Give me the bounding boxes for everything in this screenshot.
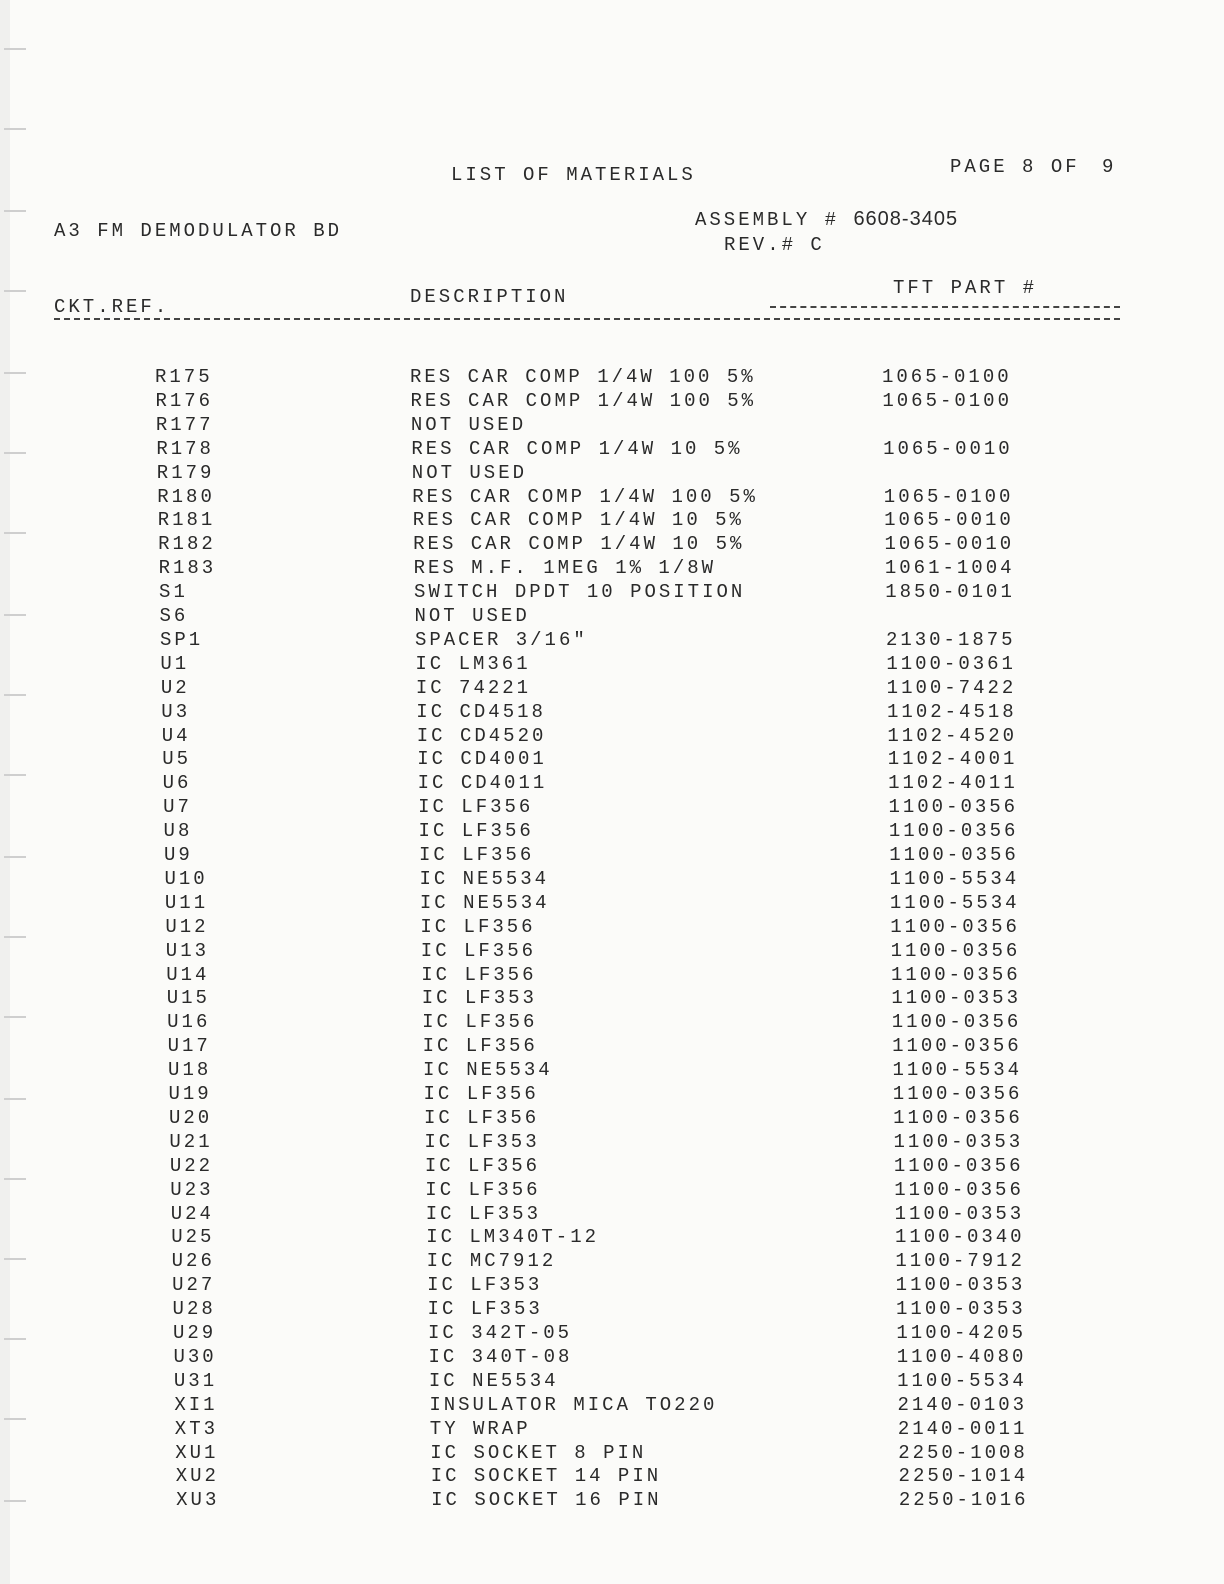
part-number-cell: 1100-0356 [894, 1178, 1024, 1201]
description-cell: IC CD4001 [417, 748, 547, 771]
ckt-ref-cell: U16 [167, 1011, 211, 1034]
table-row [0, 509, 1224, 533]
ckt-ref-cell: U24 [170, 1202, 214, 1225]
ckt-ref-cell: U27 [172, 1274, 216, 1297]
description-cell: IC 74221 [415, 676, 532, 699]
part-number-cell: 1100-0356 [890, 939, 1021, 962]
description-cell: IC 342T-05 [428, 1322, 573, 1344]
ckt-ref-cell: R181 [157, 509, 216, 532]
description-cell: IC MC7912 [426, 1250, 557, 1273]
ckt-ref-cell: R180 [157, 485, 215, 508]
description-cell: RES CAR COMP 1/4W 10 5% [411, 437, 743, 460]
part-number-cell: 1100-0356 [891, 1011, 1022, 1034]
description-cell: IC CD4518 [416, 700, 546, 723]
table-row [0, 1489, 1224, 1513]
description-cell: SPACER 3/16" [414, 628, 588, 651]
table-row [0, 653, 1224, 677]
part-number-cell: 2250-1014 [898, 1465, 1029, 1488]
description-cell: NOT USED [411, 461, 528, 484]
page-label: PAGE 8 OF [950, 156, 1080, 178]
table-row [0, 1298, 1224, 1322]
ckt-ref-cell: R182 [158, 533, 216, 556]
table-row [0, 605, 1224, 629]
page-total: 9 [1102, 156, 1117, 178]
description-cell: SWITCH DPDT 10 POSITION [414, 581, 746, 604]
part-number-cell: 2250-1008 [898, 1441, 1028, 1464]
table-row [0, 1418, 1224, 1442]
description-cell: NOT USED [414, 605, 530, 627]
description-cell: IC CD4011 [417, 772, 548, 795]
part-number-cell: 1100-4205 [896, 1322, 1027, 1344]
description-cell: RES CAR COMP 1/4W 10 5% [412, 509, 744, 532]
description-cell: IC LF353 [421, 987, 537, 1010]
part-number-cell: 1102-4001 [887, 748, 1018, 771]
ckt-ref-cell: S1 [159, 581, 188, 604]
description-cell: IC LF356 [421, 963, 537, 986]
description-cell: IC LF356 [418, 796, 534, 819]
ckt-ref-cell: XU2 [175, 1465, 219, 1488]
description-cell: IC LF353 [425, 1202, 541, 1225]
description-cell: IC NE5534 [419, 891, 550, 914]
ckt-ref-cell: U15 [166, 987, 210, 1010]
part-number-cell: 1100-0353 [896, 1298, 1026, 1321]
table-row [0, 1131, 1224, 1155]
ckt-ref-cell: U30 [173, 1345, 217, 1368]
part-number-cell: 1100-0356 [892, 1083, 1023, 1105]
table-row [0, 629, 1224, 653]
ckt-ref-cell: S6 [159, 605, 189, 627]
table-row [0, 1442, 1224, 1466]
table-row [0, 940, 1224, 964]
description-cell: RES CAR COMP 1/4W 100 5% [410, 366, 756, 388]
assembly-value: 6608-3405 [853, 208, 959, 230]
description-cell: IC SOCKET 16 PIN [431, 1489, 662, 1512]
part-number-cell: 1100-5534 [889, 891, 1020, 914]
ckt-ref-cell: U2 [160, 676, 190, 699]
table-row [0, 964, 1224, 988]
part-number-cell: 1100-0356 [891, 963, 1021, 986]
description-cell: IC LF356 [418, 820, 534, 843]
part-number-cell: 1065-0010 [884, 509, 1014, 532]
description-cell: INSULATOR MICA TO220 [429, 1393, 718, 1416]
part-number-cell: 2130-1875 [885, 628, 1016, 651]
description-cell: IC LF356 [423, 1083, 539, 1105]
ckt-ref-cell: U9 [164, 844, 193, 866]
part-number-cell: 1102-4011 [888, 772, 1018, 795]
ckt-ref-cell: U31 [173, 1369, 218, 1392]
part-number-cell: 2140-0011 [897, 1417, 1028, 1440]
ckt-ref-cell: U10 [164, 867, 208, 890]
table-row [0, 916, 1224, 940]
description-cell: IC LF356 [420, 939, 537, 962]
part-number-cell: 1100-0356 [889, 844, 1019, 866]
description-cell: IC 340T-08 [428, 1345, 573, 1368]
table-row [0, 1155, 1224, 1179]
table-row [0, 701, 1224, 725]
table-row [0, 892, 1224, 916]
part-number-cell: 1100-7422 [886, 676, 1017, 699]
part-number-cell: 1100-5534 [889, 867, 1020, 890]
table-row [0, 725, 1224, 749]
ckt-ref-cell: U23 [170, 1178, 214, 1201]
ckt-ref-cell: R178 [156, 437, 214, 460]
part-number-cell: 1100-0356 [888, 820, 1019, 843]
ckt-ref-cell: U5 [162, 748, 191, 771]
description-cell: IC LF356 [422, 1011, 538, 1034]
description-cell: IC LF356 [422, 1035, 538, 1058]
part-number-cell: 1065-0100 [883, 485, 1014, 508]
part-number-cell: 1065-0010 [883, 437, 1013, 460]
part-number-cell: 2250-1016 [898, 1489, 1029, 1512]
description-cell: IC LM361 [415, 652, 531, 675]
table-row [0, 1322, 1224, 1346]
part-number-cell: 1100-7912 [895, 1250, 1025, 1273]
ckt-ref-cell: U22 [169, 1154, 214, 1177]
part-number-cell: 1100-0353 [891, 987, 1021, 1010]
part-number-cell: 1102-4518 [887, 700, 1017, 723]
ckt-ref-cell: U21 [169, 1130, 213, 1153]
table-row [0, 1083, 1224, 1107]
table-row [0, 1250, 1224, 1274]
description-cell: IC LF353 [427, 1298, 543, 1321]
ckt-ref-cell: U7 [163, 796, 192, 819]
description-cell: RES CAR COMP 1/4W 10 5% [413, 533, 745, 556]
description-cell: IC LF356 [425, 1178, 541, 1201]
table-row [0, 987, 1224, 1011]
description-cell: NOT USED [410, 413, 527, 436]
table-row [0, 677, 1224, 701]
ckt-ref-cell: U4 [161, 724, 191, 747]
ckt-ref-cell: R177 [155, 413, 214, 436]
part-number-cell: 1065-0100 [882, 366, 1012, 388]
part-number-cell: 1100-0353 [893, 1130, 1024, 1153]
part-number-cell: 1065-0100 [882, 389, 1012, 412]
table-row [0, 1346, 1224, 1370]
table-row [0, 1179, 1224, 1203]
table-row [0, 1370, 1224, 1394]
description-cell: IC NE5534 [428, 1369, 559, 1392]
table-row [0, 581, 1224, 605]
part-number-cell: 1102-4520 [887, 724, 1018, 747]
ckt-ref-cell: U12 [165, 915, 209, 938]
table-row [0, 1059, 1224, 1083]
part-number-cell: 1100-0340 [894, 1226, 1025, 1249]
description-cell: IC LF356 [423, 1106, 540, 1129]
ckt-ref-cell: U8 [163, 820, 193, 843]
description-cell: IC LM340T-12 [426, 1226, 600, 1249]
part-number-cell: 1100-4080 [896, 1345, 1027, 1368]
page-title: LIST OF MATERIALS [451, 164, 696, 186]
part-number-cell: 1100-0356 [893, 1154, 1024, 1177]
ckt-ref-cell: XI1 [174, 1393, 218, 1416]
table-row [0, 1465, 1224, 1489]
part-number-cell: 1100-5534 [897, 1369, 1027, 1392]
table-row [0, 748, 1224, 772]
table-row [0, 796, 1224, 820]
table-row [0, 820, 1224, 844]
ckt-ref-cell: U25 [171, 1226, 215, 1249]
ckt-ref-cell: U20 [168, 1106, 213, 1129]
ckt-ref-cell: U13 [165, 939, 210, 962]
description-cell: IC LF353 [427, 1274, 543, 1297]
table-row [0, 557, 1224, 581]
part-number-cell: 1100-0356 [893, 1106, 1023, 1129]
description-cell: TY WRAP [429, 1417, 531, 1440]
description-cell: IC CD4520 [416, 724, 547, 747]
table-row [0, 1226, 1224, 1250]
table-row [0, 772, 1224, 796]
part-number-cell: 1100-5534 [892, 1059, 1023, 1082]
ckt-ref-cell: U17 [167, 1035, 211, 1058]
description-cell: IC NE5534 [423, 1059, 553, 1082]
ckt-ref-cell: U6 [162, 772, 192, 795]
ckt-ref-cell: U3 [161, 700, 191, 723]
ckt-ref-cell: R179 [156, 461, 215, 484]
description-cell: RES M.F. 1MEG 1% 1/8W [413, 557, 717, 580]
part-number-cell: 1100-0356 [888, 796, 1019, 819]
description-cell: RES CAR COMP 1/4W 100 5% [412, 485, 758, 508]
table-row [0, 366, 1224, 390]
part-number-cell: 1065-0010 [884, 533, 1015, 556]
ckt-ref-cell: U29 [173, 1322, 217, 1344]
ckt-ref-cell: XU3 [176, 1489, 220, 1512]
table-row [0, 390, 1224, 414]
table-row [0, 1394, 1224, 1418]
part-number-cell: 1100-0361 [886, 652, 1016, 675]
part-number-cell: 1100-0356 [892, 1035, 1022, 1058]
part-number-cell: 1850-0101 [885, 581, 1015, 604]
part-number-cell: 1100-0356 [890, 915, 1020, 938]
description-cell: IC SOCKET 14 PIN [430, 1465, 662, 1488]
table-row [0, 414, 1224, 438]
ckt-ref-cell: U18 [168, 1059, 212, 1082]
table-row [0, 1107, 1224, 1131]
table-row [0, 1203, 1224, 1227]
table-row [0, 1011, 1224, 1035]
table-row [0, 533, 1224, 557]
table-row [0, 462, 1224, 486]
assembly-label: ASSEMBLY # [695, 209, 840, 231]
column-header-part: TFT PART # [893, 277, 1038, 299]
description-cell: IC SOCKET 8 PIN [430, 1441, 647, 1464]
part-number-cell: 2140-0103 [897, 1393, 1028, 1416]
ckt-ref-cell: XU1 [175, 1441, 219, 1464]
revision: REV.# C [724, 234, 825, 256]
ckt-ref-cell: R176 [155, 389, 214, 412]
ckt-ref-cell: U26 [171, 1250, 215, 1273]
description-cell: IC NE5534 [419, 867, 550, 890]
ckt-ref-cell: R175 [155, 366, 213, 388]
ckt-ref-cell: U11 [164, 891, 209, 914]
table-row [0, 844, 1224, 868]
ckt-ref-cell: R183 [158, 557, 217, 580]
table-row [0, 486, 1224, 510]
part-number-cell: 1100-0353 [894, 1202, 1025, 1225]
ckt-ref-cell: SP1 [159, 628, 204, 651]
ckt-ref-cell: U1 [160, 652, 190, 675]
table-row [0, 868, 1224, 892]
table-row [0, 438, 1224, 462]
table-row [0, 1274, 1224, 1298]
ckt-ref-cell: U19 [168, 1083, 212, 1105]
board-name: A3 FM DEMODULATOR BD [54, 220, 343, 242]
description-cell: IC LF356 [424, 1154, 541, 1177]
column-header-description: DESCRIPTION [410, 286, 569, 308]
part-number-cell: 1100-0353 [895, 1274, 1026, 1297]
description-cell: IC LF356 [420, 915, 536, 938]
description-cell: IC LF353 [424, 1130, 540, 1153]
ckt-ref-cell: XT3 [174, 1417, 219, 1440]
description-cell: IC LF356 [419, 844, 535, 866]
ckt-ref-cell: U28 [172, 1298, 216, 1321]
description-cell: RES CAR COMP 1/4W 100 5% [410, 389, 757, 412]
column-header-ckt-ref: CKT.REF. [54, 296, 170, 318]
table-row [0, 1035, 1224, 1059]
part-number-cell: 1061-1004 [884, 557, 1015, 580]
ckt-ref-cell: U14 [166, 963, 210, 986]
